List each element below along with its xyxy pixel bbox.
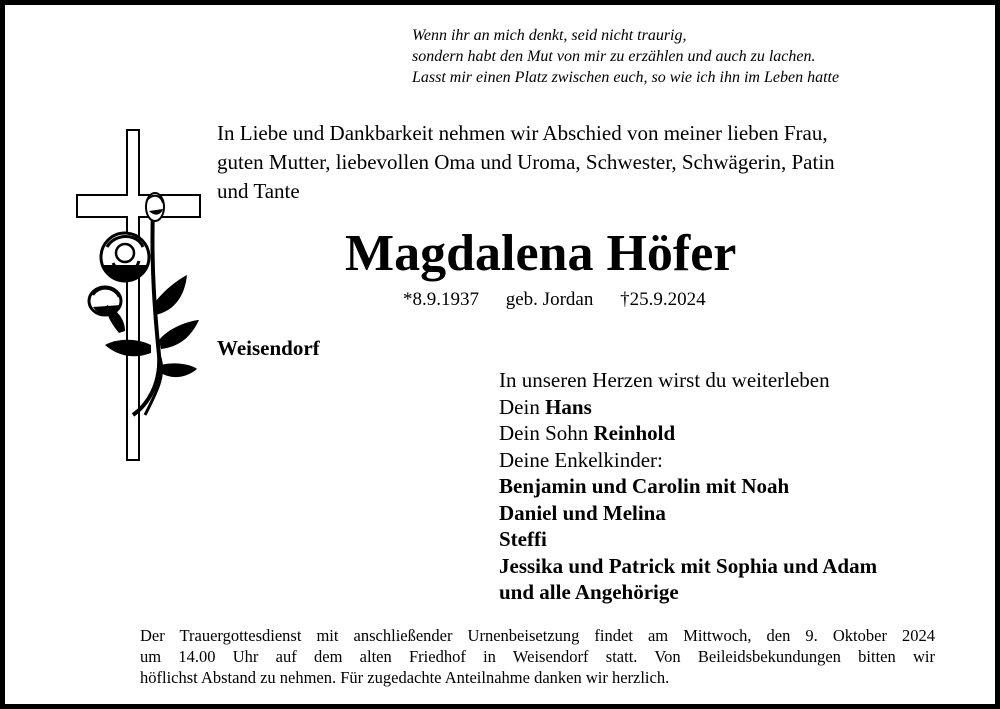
deceased-name: Magdalena Höfer <box>345 225 737 282</box>
service-info <box>140 625 935 688</box>
quote-line: Lasst mir einen Platz zwischen euch, so wie ich ihn im Leben hatte <box>412 69 840 86</box>
intro-line: In Liebe und Dankbarkeit nehmen wir Abschied von meiner lieben Frau, <box>217 121 828 145</box>
cross-with-roses-icon <box>75 115 205 485</box>
maiden-name: geb. Jordan <box>505 289 594 310</box>
mourner-name: Reinhold <box>593 421 676 445</box>
grandchild-entry: Daniel und Melina <box>499 500 666 525</box>
death-date: †25.9.2024 <box>620 289 706 310</box>
birth-date: *8.9.1937 <box>403 289 479 310</box>
grandchild-entry: Steffi <box>499 527 547 551</box>
mourner-prefix: Dein <box>499 394 540 419</box>
mourners-line: In unseren Herzen wirst du weiterleben <box>499 368 830 392</box>
quote-line: Wenn ihr an mich denkt, seid nicht traurig, <box>412 27 687 44</box>
service-line: höflichst Abstand zu nehmen. Für zugedachte Anteilnahme danken wir herzlich. <box>140 668 670 687</box>
grandchildren-label: Deine Enkelkinder: <box>499 447 663 472</box>
intro-text <box>217 119 977 206</box>
service-line: um 14.00 Uhr auf dem alten Friedhof in Weisendorf statt. Von Beileidsbekundungen bitten wir <box>140 647 935 666</box>
town-name: Weisendorf <box>217 336 320 360</box>
mourner-name: Hans <box>545 394 592 419</box>
service-line: Der Trauergottesdienst mit anschließender Urnenbeisetzung findet am Mittwoch, den 9. Oktober 2024 <box>140 626 935 645</box>
mourner-son <box>499 420 979 447</box>
intro-line: guten Mutter, liebevollen Oma und Uroma, Schwester, Schwägerin, Patin <box>217 150 835 174</box>
intro-line: und Tante <box>217 179 300 203</box>
mourner-husband <box>499 394 979 421</box>
mourners-list <box>499 367 979 606</box>
grandchild-entry: Benjamin und Carolin mit Noah <box>499 474 790 498</box>
mourner-prefix: Dein Sohn <box>499 421 589 445</box>
grandchild-entry: Jessika und Patrick mit Sophia und Adam <box>499 553 878 578</box>
relatives-entry: und alle Angehörige <box>499 580 679 604</box>
memorial-quote <box>412 25 992 88</box>
quote-line: sondern habt den Mut von mir zu erzählen und auch zu lachen. <box>412 48 816 65</box>
life-dates <box>403 287 728 313</box>
